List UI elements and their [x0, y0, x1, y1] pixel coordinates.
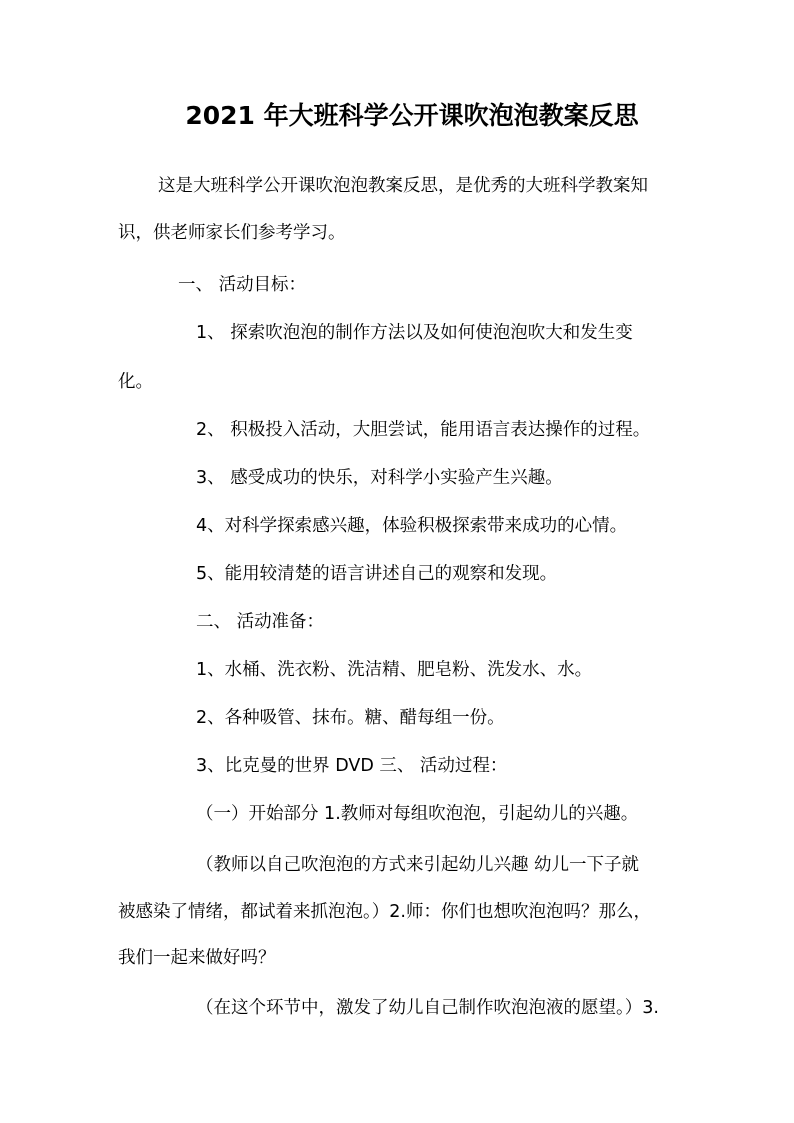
process-note-2: （在这个环节中，激发了幼儿自己制作吹泡泡液的愿望。）3. — [196, 998, 659, 1018]
process-note-1-cont: 被感染了情绪，都试着来抓泡泡。）2.师：你们也想吹泡泡吗？那么， — [118, 902, 651, 922]
process-note-1-end: 我们一起来做好吗？ — [118, 948, 276, 968]
goal-item-5: 5、能用较清楚的语言讲述自己的观察和发现。 — [196, 564, 558, 584]
prep-item-2: 2、各种吸管、抹布。糖、醋每组一份。 — [196, 708, 505, 728]
section-heading-goals: 一、 活动目标： — [178, 275, 307, 295]
prep-item-3: 3、比克曼的世界 DVD 三、 活动过程： — [196, 756, 508, 776]
goal-item-2: 2、 积极投入活动，大胆尝试，能用语言表达操作的过程。 — [196, 420, 651, 440]
goal-item-1-cont: 化。 — [118, 372, 153, 392]
goal-item-3: 3、 感受成功的快乐，对科学小实验产生兴趣。 — [196, 468, 563, 488]
process-note-1: （教师以自己吹泡泡的方式来引起幼儿兴趣 幼儿一下子就 — [196, 855, 640, 875]
intro-line-1: 这是大班科学公开课吹泡泡教案反思，是优秀的大班科学教案知 — [158, 176, 648, 196]
goal-item-1: 1、 探索吹泡泡的制作方法以及如何使泡泡吹大和发生变 — [196, 323, 633, 343]
intro-line-2: 识，供老师家长们参考学习。 — [118, 223, 346, 243]
prep-item-1: 1、水桶、洗衣粉、洗洁精、肥皂粉、洗发水、水。 — [196, 660, 593, 680]
goal-item-4: 4、对科学探索感兴趣，体验积极探索带来成功的心情。 — [196, 516, 628, 536]
section-heading-preparation: 二、 活动准备： — [196, 612, 325, 632]
document-title: 2021 年大班科学公开课吹泡泡教案反思 — [185, 101, 639, 130]
process-part-1: （一）开始部分 1.教师对每组吹泡泡，引起幼儿的兴趣。 — [196, 804, 639, 824]
